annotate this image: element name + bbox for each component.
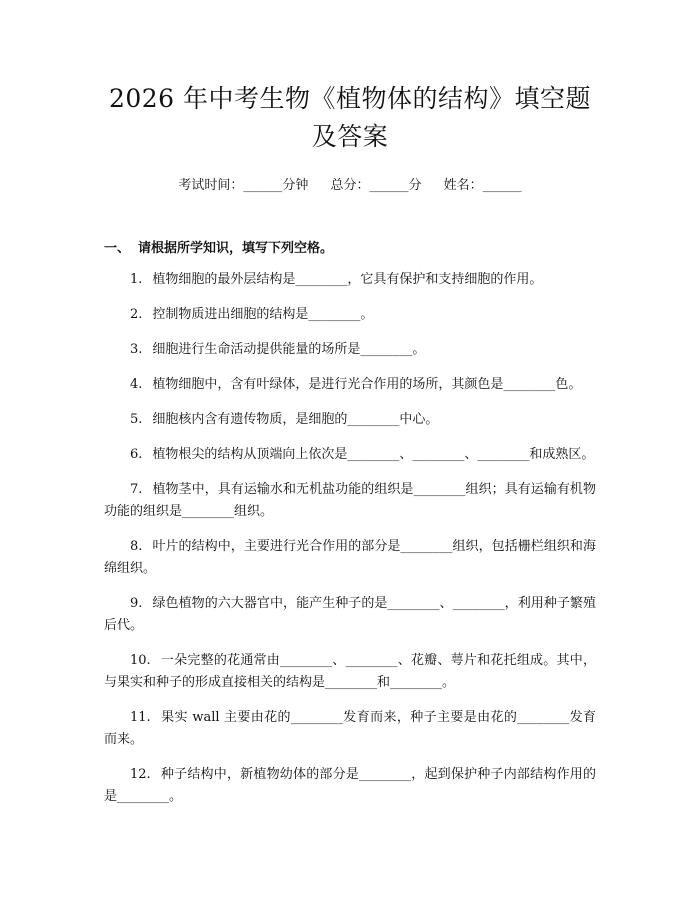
question-text: 控制物质进出细胞的结构是________。 xyxy=(152,307,374,322)
question-text: 一朵完整的花通常由________、________、花瓣、萼片和花托组成。其中，与果实和种子的形成直接相关的结构是________和________。 xyxy=(104,653,596,690)
question-text: 植物茎中，具有运输水和无机盐功能的组织是________组织；具有运输有机物功能的组织是________组织。 xyxy=(104,482,596,519)
question-item xyxy=(104,374,596,396)
question-number: 7. xyxy=(130,482,143,497)
exam-time: 考试时间：______分钟 xyxy=(178,178,309,193)
exam-score: 总分：______分 xyxy=(330,178,422,193)
question-text: 细胞进行生命活动提供能量的场所是________。 xyxy=(152,342,426,357)
exam-info xyxy=(104,174,596,193)
question-item xyxy=(104,593,596,637)
question-text: 植物细胞的最外层结构是________，它具有保护和支持细胞的作用。 xyxy=(152,272,543,287)
question-text: 种子结构中，新植物幼体的部分是________，起到保护种子内部结构作用的是________。 xyxy=(104,767,596,804)
question-number: 11. xyxy=(130,710,151,725)
question-number: 2. xyxy=(130,307,143,322)
question-list xyxy=(104,269,596,808)
question-number: 3. xyxy=(130,342,143,357)
question-item xyxy=(104,764,596,808)
question-number: 1. xyxy=(130,272,143,287)
question-number: 12. xyxy=(130,767,151,782)
question-text: 叶片的结构中，主要进行光合作用的部分是________组织，包括栅栏组织和海绵组织。 xyxy=(104,539,596,576)
section-heading-text: 请根据所学知识，填写下列空格。 xyxy=(138,241,334,256)
question-number: 4. xyxy=(130,377,143,392)
section-heading xyxy=(104,237,596,256)
section-number: 一、 xyxy=(104,241,131,256)
question-text: 植物细胞中，含有叶绿体，是进行光合作用的场所，其颜色是________色。 xyxy=(152,377,582,392)
question-item xyxy=(104,409,596,431)
question-number: 10. xyxy=(130,653,151,668)
question-text: 细胞核内含有遗传物质，是细胞的________中心。 xyxy=(152,412,439,427)
question-item xyxy=(104,536,596,580)
question-text: 绿色植物的六大器官中，能产生种子的是________、________，利用种子繁殖后代。 xyxy=(104,596,596,633)
question-text: 果实 wall 主要由花的________发育而来，种子主要是由花的________发育而来。 xyxy=(104,710,596,747)
question-number: 6. xyxy=(130,447,143,462)
question-item xyxy=(104,479,596,523)
question-item xyxy=(104,269,596,291)
question-item xyxy=(104,304,596,326)
exam-name: 姓名：______ xyxy=(443,178,522,193)
question-item xyxy=(104,650,596,694)
question-number: 5. xyxy=(130,412,143,427)
question-number: 9. xyxy=(130,596,143,611)
question-text: 植物根尖的结构从顶端向上依次是________、________、________和成熟区。 xyxy=(152,447,595,462)
question-number: 8. xyxy=(130,539,143,554)
question-item xyxy=(104,707,596,751)
question-item xyxy=(104,444,596,466)
question-item xyxy=(104,339,596,361)
page-title: 2026 年中考生物《植物体的结构》填空题及答案 xyxy=(108,84,592,151)
